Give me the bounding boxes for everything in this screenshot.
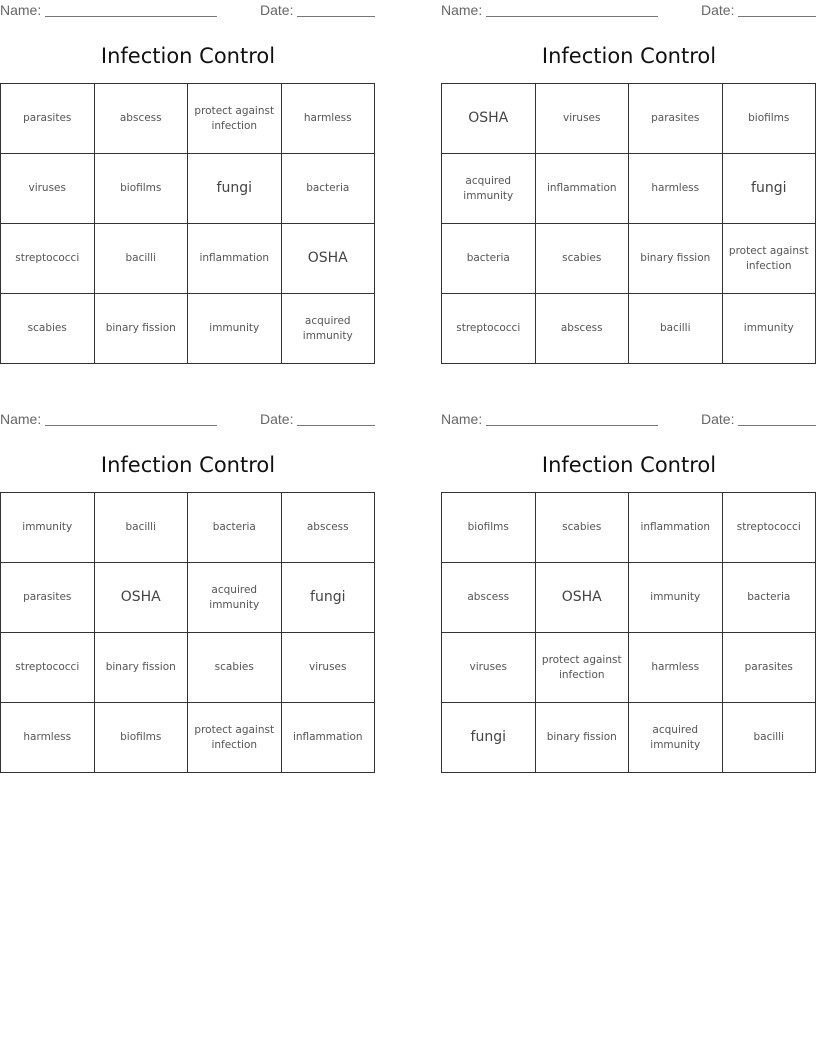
card-header: [0, 0, 376, 20]
bingo-cell: inflammation: [536, 154, 630, 224]
bingo-cell: immunity: [629, 563, 723, 633]
bingo-cell: protect against infection: [188, 703, 282, 773]
bingo-cell: inflammation: [188, 224, 282, 294]
bingo-cell: biofilms: [442, 493, 536, 563]
bingo-cell: fungi: [188, 154, 282, 224]
bingo-cell: acquired immunity: [188, 563, 282, 633]
bingo-cell: abscess: [536, 294, 630, 364]
card-title: Infection Control: [541, 44, 717, 68]
card-title: Infection Control: [541, 453, 717, 477]
date-label: Date:: [260, 2, 294, 18]
bingo-cell: parasites: [629, 84, 723, 154]
bingo-cell: inflammation: [282, 703, 376, 773]
bingo-cell: bacilli: [95, 224, 189, 294]
bingo-cell: OSHA: [442, 84, 536, 154]
bingo-cell: biofilms: [95, 703, 189, 773]
bingo-cell: scabies: [536, 493, 630, 563]
bingo-cell: viruses: [442, 633, 536, 703]
bingo-cell: streptococci: [442, 294, 536, 364]
bingo-cell: fungi: [282, 563, 376, 633]
bingo-grid: [0, 83, 375, 364]
bingo-cell: bacteria: [723, 563, 816, 633]
card-header: [441, 0, 816, 20]
name-blank-line: [486, 425, 658, 426]
bingo-cell: harmless: [629, 154, 723, 224]
bingo-cell: OSHA: [95, 563, 189, 633]
bingo-cell: abscess: [282, 493, 376, 563]
card-title: Infection Control: [100, 44, 276, 68]
bingo-cell: streptococci: [1, 633, 95, 703]
bingo-cell: harmless: [282, 84, 376, 154]
bingo-cell: immunity: [723, 294, 816, 364]
bingo-cell: binary fission: [536, 703, 630, 773]
bingo-grid: [441, 492, 816, 773]
bingo-cell: acquired immunity: [629, 703, 723, 773]
card-header: [441, 409, 816, 429]
bingo-cell: viruses: [536, 84, 630, 154]
date-label: Date:: [260, 411, 294, 427]
bingo-cell: streptococci: [1, 224, 95, 294]
bingo-cell: bacilli: [95, 493, 189, 563]
bingo-grid: [0, 492, 375, 773]
bingo-cell: scabies: [536, 224, 630, 294]
bingo-cell: protect against infection: [188, 84, 282, 154]
name-blank-line: [486, 16, 658, 17]
name-blank-line: [45, 425, 217, 426]
bingo-cell: binary fission: [629, 224, 723, 294]
date-blank-line: [297, 16, 375, 17]
bingo-cell: abscess: [442, 563, 536, 633]
name-blank-line: [45, 16, 217, 17]
bingo-cell: biofilms: [723, 84, 816, 154]
bingo-cell: immunity: [188, 294, 282, 364]
bingo-cell: bacteria: [442, 224, 536, 294]
name-label: Name:: [0, 2, 42, 18]
bingo-cell: viruses: [1, 154, 95, 224]
bingo-cell: bacteria: [188, 493, 282, 563]
date-blank-line: [738, 425, 816, 426]
bingo-cell: biofilms: [95, 154, 189, 224]
bingo-cell: inflammation: [629, 493, 723, 563]
bingo-cell: OSHA: [536, 563, 630, 633]
bingo-cell: protect against infection: [723, 224, 816, 294]
date-blank-line: [738, 16, 816, 17]
bingo-cell: OSHA: [282, 224, 376, 294]
bingo-cell: protect against infection: [536, 633, 630, 703]
bingo-cell: scabies: [1, 294, 95, 364]
bingo-cell: bacilli: [629, 294, 723, 364]
bingo-cell: fungi: [442, 703, 536, 773]
card-header: [0, 409, 376, 429]
name-label: Name:: [441, 2, 483, 18]
bingo-cell: parasites: [1, 563, 95, 633]
name-label: Name:: [0, 411, 42, 427]
bingo-cell: parasites: [1, 84, 95, 154]
bingo-cell: bacteria: [282, 154, 376, 224]
bingo-cell: scabies: [188, 633, 282, 703]
bingo-cell: parasites: [723, 633, 816, 703]
bingo-cell: abscess: [95, 84, 189, 154]
date-blank-line: [297, 425, 375, 426]
bingo-cell: bacilli: [723, 703, 816, 773]
bingo-cell: acquired immunity: [442, 154, 536, 224]
date-label: Date:: [701, 2, 735, 18]
bingo-cell: harmless: [629, 633, 723, 703]
bingo-cell: binary fission: [95, 633, 189, 703]
bingo-cell: acquired immunity: [282, 294, 376, 364]
card-title: Infection Control: [100, 453, 276, 477]
bingo-cell: immunity: [1, 493, 95, 563]
date-label: Date:: [701, 411, 735, 427]
bingo-cell: harmless: [1, 703, 95, 773]
bingo-cell: streptococci: [723, 493, 816, 563]
bingo-grid: [441, 83, 816, 364]
bingo-cell: viruses: [282, 633, 376, 703]
name-label: Name:: [441, 411, 483, 427]
bingo-cell: binary fission: [95, 294, 189, 364]
bingo-cell: fungi: [723, 154, 816, 224]
